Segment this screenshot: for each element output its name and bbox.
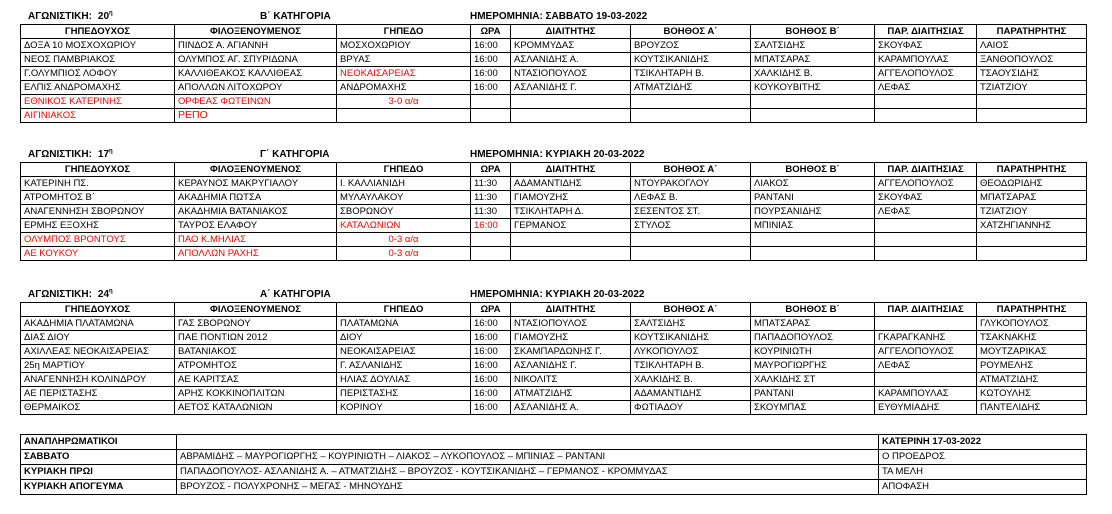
table-cell: ΑΕ ΠΕΡΙΣΤΑΣΗΣ [21,387,175,401]
column-header: ΩΡΑ [471,25,511,39]
table-cell: 25η ΜΑΡΤΙΟΥ [21,359,175,373]
table-cell [631,247,751,261]
substitutes-empty [177,435,879,450]
fixtures-table [20,302,1087,415]
table-cell: ΑΤΡΟΜΗΤΟΣ Β΄ [21,191,175,205]
section-header [20,288,1086,302]
table-cell: ΣΒΟΡΩΝΟΥ [337,205,471,219]
column-header: ΠΑΡ. ΔΙΑΙΤΗΣΙΑΣ [875,25,977,39]
table-cell: 16:00 [471,359,511,373]
table-cell: ΑΚΑΔΗΜΙΑ ΠΩΤΣΑ [175,191,337,205]
substitutes-table [20,434,1087,495]
table-cell: ΓΛΥΚΟΠΟΥΛΟΣ [977,317,1087,331]
round-suffix: η [109,10,113,17]
table-row [21,345,1087,359]
table-cell [751,109,875,123]
table-cell: 16:00 [471,345,511,359]
substitutes-day: ΣΑΒΒΑΤΟ [21,450,177,465]
table-cell [511,233,631,247]
table-row [21,317,1087,331]
table-cell [511,95,631,109]
table-cell: Ι. ΚΑΛΛΙΑΝΙΔΗ [337,177,471,191]
table-cell: ΚΡΟΜΜΥΔΑΣ [511,39,631,53]
column-header: ΓΗΠΕΔΟ [337,303,471,317]
column-header: ΠΑΡ. ΔΙΑΙΤΗΣΙΑΣ [875,163,977,177]
table-cell: Γ. ΑΣΛΑΝΙΔΗΣ [337,359,471,373]
table-cell: ΒΡΥΑΣ [337,53,471,67]
table-cell [337,109,471,123]
table-row [21,359,1087,373]
table-cell [471,233,511,247]
table-cell [751,233,875,247]
column-header: ΒΟΗΘΟΣ Β΄ [751,25,875,39]
round-number: 20 [97,11,110,22]
table-cell: ΠΙΝΔΟΣ Α. ΑΓΙΑΝΝΗ [175,39,337,53]
table-cell: ΛΕΦΑΣ [875,81,977,95]
round-label-text: ΑΓΩΝΙΣΤΙΚΗ: [28,289,92,300]
column-header: ΓΗΠΕΔΟΥΧΟΣ [21,25,175,39]
table-cell: ΠΑΕ ΠΟΝΤΙΩΝ 2012 [175,331,337,345]
table-cell [875,95,977,109]
fixtures-table [20,24,1087,123]
table-row [21,95,1087,109]
table-cell: ΚΩΤΟΥΛΗΣ [977,387,1087,401]
table-cell: ΑΕ ΚΑΡΙΤΣΑΣ [175,373,337,387]
table-cell: ΛΕΦΑΣ [875,359,977,373]
match-date: ΗΜΕΡΟΜΗΝΙΑ: ΚΥΡΙΑΚΗ 20-03-2022 [470,149,645,160]
table-cell: ΟΡΦΕΑΣ ΦΩΤΕΙΝΩΝ [175,95,337,109]
table-cell: 16:00 [471,317,511,331]
round-label-text: ΑΓΩΝΙΣΤΙΚΗ: [28,11,92,22]
column-header: ΩΡΑ [471,163,511,177]
substitutes-row [21,465,1087,480]
table-cell: ΑΚΑΔΗΜΙΑ ΠΛΑΤΑΜΩΝΑ [21,317,175,331]
table-cell: ΜΥΛΑΥΛΑΚΟΥ [337,191,471,205]
table-cell: 16:00 [471,387,511,401]
table-cell [875,373,977,387]
substitutes-names: ΒΡΟΥΖΟΣ - ΠΟΛΥΧΡΟΝΗΣ – ΜΕΓΑΣ - ΜΗΝΟΥΔΗΣ [177,480,879,495]
table-row [21,177,1087,191]
table-cell: ΤΖΙΑΤΖΙΟΥ [977,205,1087,219]
table-cell: ΦΩΤΙΑΔΟΥ [631,401,751,415]
table-cell: 16:00 [471,219,511,233]
column-header: ΦΙΛΟΞΕΝΟΥΜΕΝΟΣ [175,163,337,177]
table-cell: ΕΥΘΥΜΙΑΔΗΣ [875,401,977,415]
table-cell: ΒΑΤΑΝΙΑΚΟΣ [175,345,337,359]
table-cell: ΚΕΡΑΥΝΟΣ ΜΑΚΡΥΓΙΑΛΟΥ [175,177,337,191]
table-cell: ΛΕΦΑΣ [875,205,977,219]
table-cell: ΕΡΜΗΣ ΕΞΟΧΗΣ [21,219,175,233]
table-cell: 16:00 [471,331,511,345]
table-cell: ΑΣΛΑΝΙΔΗΣ Γ. [511,359,631,373]
table-cell: ΔΙΟΥ [337,331,471,345]
table-cell: 16:00 [471,401,511,415]
table-cell: 16:00 [471,67,511,81]
table-cell [875,219,977,233]
table-cell: ΓΙΑΜΟΥΖΗΣ [511,191,631,205]
table-cell: ΓΚΑΡΑΓΚΑΝΗΣ [875,331,977,345]
table-cell [875,317,977,331]
table-cell: 16:00 [471,81,511,95]
table-cell: ΘΕΡΜΑΙΚΟΣ [21,401,175,415]
round-label [28,288,113,302]
column-header: ΔΙΑΙΤΗΤΗΣ [511,25,631,39]
table-row [21,39,1087,53]
column-header: ΓΗΠΕΔΟ [337,163,471,177]
table-cell: ΕΛΠΙΣ ΑΝΔΡΟΜΑΧΗΣ [21,81,175,95]
table-row [21,109,1087,123]
table-cell: 0-3 α/α [337,233,471,247]
table-cell: ΑΤΜΑΤΖΙΔΗΣ [631,81,751,95]
round-label [28,10,113,24]
table-cell: ΝΤΟΥΡΑΚΟΓΛΟΥ [631,177,751,191]
table-cell: ΚΑΤΕΡΙΝΗ ΠΣ. [21,177,175,191]
table-row [21,67,1087,81]
table-row [21,247,1087,261]
schedule-section-3 [20,288,1086,415]
substitutes-row [21,480,1087,495]
table-cell: ΓΑΣ ΣΒΟΡΩΝΟΥ [175,317,337,331]
table-cell: 11:30 [471,177,511,191]
section-header [20,10,1086,24]
table-cell: ΧΑΤΖΗΓΙΑΝΝΗΣ [977,219,1087,233]
table-cell: ΚΟΥΡΙΝΙΩΤΗ [751,345,875,359]
round-number: 24 [97,289,110,300]
schedule-section-1 [20,10,1086,123]
round-label [28,148,113,162]
column-header: ΓΗΠΕΔΟΥΧΟΣ [21,303,175,317]
table-cell: ΓΙΑΜΟΥΖΗΣ [511,331,631,345]
table-cell: ΣΕΣΕΝΤΟΣ ΣΤ. [631,205,751,219]
table-cell: ΛΥΚΟΠΟΥΛΟΣ [631,345,751,359]
table-cell: ΕΘΝΙΚΟΣ ΚΑΤΕΡΙΝΗΣ [21,95,175,109]
table-row [21,81,1087,95]
table-row [21,387,1087,401]
table-cell [631,95,751,109]
table-cell: ΑΕ ΚΟΥΚΟΥ [21,247,175,261]
substitutes-row [21,450,1087,465]
table-cell: ΑΕΤΟΣ ΚΑΤΑΛΩΝΙΩΝ [175,401,337,415]
match-date: ΗΜΕΡΟΜΗΝΙΑ: ΣΑΒΒΑΤΟ 19-03-2022 [470,11,648,22]
section-header [20,148,1086,162]
column-header: ΠΑΡΑΤΗΡΗΤΗΣ [977,163,1087,177]
table-cell: ΑΝΑΓΕΝΝΗΣΗ ΣΒΟΡΩΝΟΥ [21,205,175,219]
column-header: ΠΑΡΑΤΗΡΗΤΗΣ [977,25,1087,39]
table-row [21,191,1087,205]
table-cell: 11:30 [471,205,511,219]
column-header: ΠΑΡ. ΔΙΑΙΤΗΣΙΑΣ [875,303,977,317]
table-cell: ΜΟΥΤΖΑΡΙΚΑΣ [977,345,1087,359]
table-cell [977,109,1087,123]
round-number: 17 [97,149,110,160]
round-suffix: η [109,288,113,295]
table-cell [511,247,631,261]
table-cell: ΠΕΡΙΣΤΑΣΗΣ [337,387,471,401]
place-date: ΚΑΤΕΡΙΝΗ 17-03-2022 [879,435,1087,450]
table-cell: ΑΠΟΛΛΩΝ ΛΙΤΟΧΩΡΟΥ [175,81,337,95]
table-cell [471,109,511,123]
table-row [21,233,1087,247]
table-cell: ΣΚΟΥΦΑΣ [875,39,977,53]
category-label: Β΄ ΚΑΤΗΓΟΡΙΑ [260,11,331,22]
table-cell: ΤΑΥΡΟΣ ΕΛΑΦΟΥ [175,219,337,233]
table-cell: ΑΣΛΑΝΙΔΗΣ Γ. [511,81,631,95]
column-header: ΠΑΡΑΤΗΡΗΤΗΣ [977,303,1087,317]
table-cell: ΑΝΑΓΕΝΝΗΣΗ ΚΟΛΙΝΔΡΟΥ [21,373,175,387]
table-cell: ΜΠΑΤΣΑΡΑΣ [977,191,1087,205]
table-cell [875,233,977,247]
table-cell [471,95,511,109]
table-cell: ΝΕΟΣ ΠΑΜΒΡΙΑΚΟΣ [21,53,175,67]
table-cell: ΑΤΜΑΤΖΙΔΗΣ [977,373,1087,387]
table-cell: ΑΙΓΙΝΙΑΚΟΣ [21,109,175,123]
table-cell: ΡΟΥΜΕΛΗΣ [977,359,1087,373]
table-cell: 16:00 [471,39,511,53]
table-cell: ΑΤΜΑΤΖΙΔΗΣ [511,387,631,401]
table-cell: ΚΟΥΚΟΥΒΙΤΗΣ [751,81,875,95]
table-cell: ΑΝΔΡΟΜΑΧΗΣ [337,81,471,95]
column-header: ΒΟΗΘΟΣ Α΄ [631,163,751,177]
column-header: ΔΙΑΙΤΗΤΗΣ [511,303,631,317]
table-cell: ΗΛΙΑΣ ΔΟΥΛΙΑΣ [337,373,471,387]
signature-label: ΤΑ ΜΕΛΗ [879,465,1087,480]
table-cell: ΚΑΤΑΛΩΝΙΩΝ [337,219,471,233]
table-cell: ΤΣΙΚΛΗΤΑΡΗ Β. [631,67,751,81]
table-cell: 11:30 [471,191,511,205]
table-cell: 16:00 [471,53,511,67]
column-header: ΒΟΗΘΟΣ Α΄ [631,25,751,39]
table-row [21,53,1087,67]
table-cell: ΑΔΑΜΑΝΤΙΔΗΣ [511,177,631,191]
table-cell [977,95,1087,109]
table-cell: ΞΑΝΘΟΠΟΥΛΟΣ [977,53,1087,67]
table-cell: ΠΑΟ Κ.ΜΗΛΙΑΣ [175,233,337,247]
table-cell: ΛΕΦΑΣ Β. [631,191,751,205]
table-cell: ΜΑΥΡΟΓΙΩΡΓΗΣ [751,359,875,373]
table-cell: ΣΤΥΛΟΣ [631,219,751,233]
table-cell: ΤΣΙΚΛΗΤΑΡΗ Β. [631,359,751,373]
table-row [21,401,1087,415]
substitutes-day: ΚΥΡΙΑΚΗ ΑΠΟΓΕΥΜΑ [21,480,177,495]
table-cell: ΟΛΥΜΠΟΣ ΒΡΟΝΤΟΥΣ [21,233,175,247]
table-cell: ΝΙΚΟΛΙΤΣ [511,373,631,387]
table-cell: ΚΑΡΑΜΠΟΥΛΑΣ [875,387,977,401]
table-cell: ΑΣΛΑΝΙΔΗΣ Α. [511,401,631,415]
table-cell: ΣΚΑΜΠΑΡΔΩΝΗΣ Γ. [511,345,631,359]
column-header: ΦΙΛΟΞΕΝΟΥΜΕΝΟΣ [175,25,337,39]
match-date: ΗΜΕΡΟΜΗΝΙΑ: ΚΥΡΙΑΚΗ 20-03-2022 [470,289,645,300]
table-cell [751,247,875,261]
table-cell: ΤΖΙΑΤΖΙΟΥ [977,81,1087,95]
table-cell: ΤΣΑΟΥΣΙΔΗΣ [977,67,1087,81]
substitutes-header-row [21,435,1087,450]
table-cell: ΝΤΑΣΙΟΠΟΥΛΟΣ [511,67,631,81]
table-cell: ΜΠΑΤΣΑΡΑΣ [751,317,875,331]
table-cell: ΑΓΓΕΛΟΠΟΥΛΟΣ [875,345,977,359]
table-cell: ΑΡΗΣ ΚΟΚΚΙΝΟΠΛΙΤΩΝ [175,387,337,401]
table-cell [631,233,751,247]
table-cell: 16:00 [471,373,511,387]
column-header: ΔΙΑΙΤΗΤΗΣ [511,163,631,177]
table-cell: ΑΧΙΛΛΕΑΣ ΝΕΟΚΑΙΣΑΡΕΙΑΣ [21,345,175,359]
substitutes-names: ΑΒΡΑΜΙΔΗΣ – ΜΑΥΡΟΓΙΩΡΓΗΣ – ΚΟΥΡΙΝΙΩΤΗ – ΛΙΑΚΟΣ – ΛΥΚΟΠΟΥΛΟΣ – ΜΠΙΝΙΑΣ – ΡΑΝΤΑΝΙ [177,450,879,465]
table-row [21,373,1087,387]
table-row [21,331,1087,345]
table-cell: ΑΣΛΑΝΙΔΗΣ Α. [511,53,631,67]
round-suffix: η [109,148,113,155]
table-cell: ΚΟΥΤΣΙΚΑΝΙΔΗΣ [631,331,751,345]
signature-label: Ο ΠΡΟΕΔΡΟΣ [879,450,1087,465]
table-cell: ΑΠΟΛΛΩΝ ΡΑΧΗΣ [175,247,337,261]
table-cell: ΜΠΙΝΙΑΣ [751,219,875,233]
column-header: ΒΟΗΘΟΣ Β΄ [751,303,875,317]
table-cell [875,109,977,123]
table-cell: ΛΑΙΟΣ [977,39,1087,53]
round-label-text: ΑΓΩΝΙΣΤΙΚΗ: [28,149,92,160]
table-cell: ΧΑΛΚΙΔΗΣ ΣΤ [751,373,875,387]
table-cell: ΔΙΑΣ ΔΙΟΥ [21,331,175,345]
signature-label: ΑΠΟΦΑΣΗ [879,480,1087,495]
table-cell: ΣΑΛΤΣΙΔΗΣ [631,317,751,331]
table-cell: ΑΤΡΟΜΗΤΟΣ [175,359,337,373]
table-cell: ΝΤΑΣΙΟΠΟΥΛΟΣ [511,317,631,331]
table-cell: ΑΚΑΔΗΜΙΑ ΒΑΤΑΝΙΑΚΟΣ [175,205,337,219]
table-cell: ΧΑΛΚΙΔΗΣ Β. [631,373,751,387]
table-cell: 3-0 α/α [337,95,471,109]
table-header-row [21,25,1087,39]
table-cell: ΑΔΑΜΑΝΤΙΔΗΣ [631,387,751,401]
table-cell: ΝΕΟΚΑΙΣΑΡΕΙΑΣ [337,345,471,359]
column-header: ΒΟΗΘΟΣ Α΄ [631,303,751,317]
table-cell: ΚΟΡΙΝΟΥ [337,401,471,415]
table-cell [875,247,977,261]
table-cell: ΣΚΟΥΜΠΑΣ [751,401,875,415]
table-row [21,219,1087,233]
fixtures-table [20,162,1087,261]
substitutes-names: ΠΑΠΑΔΟΠΟΥΛΟΣ- ΑΣΛΑΝΙΔΗΣ Α. – ΑΤΜΑΤΖΙΔΗΣ – ΒΡΟΥΖΟΣ - ΚΟΥΤΣΙΚΑΝΙΔΗΣ – ΓΕΡΜΑΝΟΣ - ΚΡΟΜΜΥΔΑΣ [177,465,879,480]
schedule-section-2 [20,148,1086,261]
table-cell: ΤΣΙΚΛΗΤΑΡΗ Δ. [511,205,631,219]
table-cell [511,109,631,123]
table-cell: ΡΑΝΤΑΝΙ [751,191,875,205]
table-cell: ΑΓΓΕΛΟΠΟΥΛΟΣ [875,177,977,191]
table-cell: ΡΕΠΟ [175,109,337,123]
category-label: Α΄ ΚΑΤΗΓΟΡΙΑ [260,289,331,300]
table-cell: ΚΟΥΤΣΙΚΑΝΙΔΗΣ [631,53,751,67]
table-cell: ΚΑΛΛΙΘΕΑΚΟΣ ΚΑΛΛΙΘΕΑΣ [175,67,337,81]
table-cell: ΘΕΟΔΩΡΙΔΗΣ [977,177,1087,191]
table-header-row [21,303,1087,317]
table-cell: ΝΕΟΚΑΙΣΑΡΕΙΑΣ [337,67,471,81]
table-cell: 0-3 α/α [337,247,471,261]
substitutes-title: ΑΝΑΠΛΗΡΩΜΑΤΙΚΟΙ [21,435,177,450]
table-cell [631,109,751,123]
table-cell: ΑΓΓΕΛΟΠΟΥΛΟΣ [875,67,977,81]
table-cell: ΠΑΝΤΕΛΙΔΗΣ [977,401,1087,415]
table-cell: ΜΠΑΤΣΑΡΑΣ [751,53,875,67]
substitutes-day: ΚΥΡΙΑΚΗ ΠΡΩΙ [21,465,177,480]
table-cell: ΠΑΠΑΔΟΠΟΥΛΟΣ [751,331,875,345]
table-cell [471,247,511,261]
table-cell [977,247,1087,261]
substitutes-section [20,434,1086,495]
column-header: ΦΙΛΟΞΕΝΟΥΜΕΝΟΣ [175,303,337,317]
table-cell: ΒΡΟΥΖΟΣ [631,39,751,53]
table-cell: ΓΕΡΜΑΝΟΣ [511,219,631,233]
column-header: ΓΗΠΕΔΟ [337,25,471,39]
table-cell: ΣΑΛΤΣΙΔΗΣ [751,39,875,53]
column-header: ΒΟΗΘΟΣ Β΄ [751,163,875,177]
table-cell [751,95,875,109]
table-header-row [21,163,1087,177]
table-cell [977,233,1087,247]
column-header: ΓΗΠΕΔΟΥΧΟΣ [21,163,175,177]
table-cell: ΠΟΥΡΣΑΝΙΔΗΣ [751,205,875,219]
table-cell: ΛΙΑΚΟΣ [751,177,875,191]
table-cell: ΟΛΥΜΠΟΣ ΑΓ. ΣΠΥΡΙΔΩΝΑ [175,53,337,67]
table-cell: ΣΚΟΥΦΑΣ [875,191,977,205]
table-cell: Γ.ΟΛΥΜΠΙΟΣ ΛΟΦΟΥ [21,67,175,81]
table-cell: ΡΑΝΤΑΝΙ [751,387,875,401]
table-cell: ΚΑΡΑΜΠΟΥΛΑΣ [875,53,977,67]
category-label: Γ΄ ΚΑΤΗΓΟΡΙΑ [260,149,330,160]
table-cell: ΔΟΞΑ 10 ΜΟΣΧΟΧΩΡΙΟΥ [21,39,175,53]
table-cell: ΜΟΣΧΟΧΩΡΙΟΥ [337,39,471,53]
table-cell: ΧΑΛΚΙΔΗΣ Β. [751,67,875,81]
table-cell: ΠΛΑΤΑΜΩΝΑ [337,317,471,331]
column-header: ΩΡΑ [471,303,511,317]
table-cell: ΤΣΑΚΝΑΚΗΣ [977,331,1087,345]
table-row [21,205,1087,219]
